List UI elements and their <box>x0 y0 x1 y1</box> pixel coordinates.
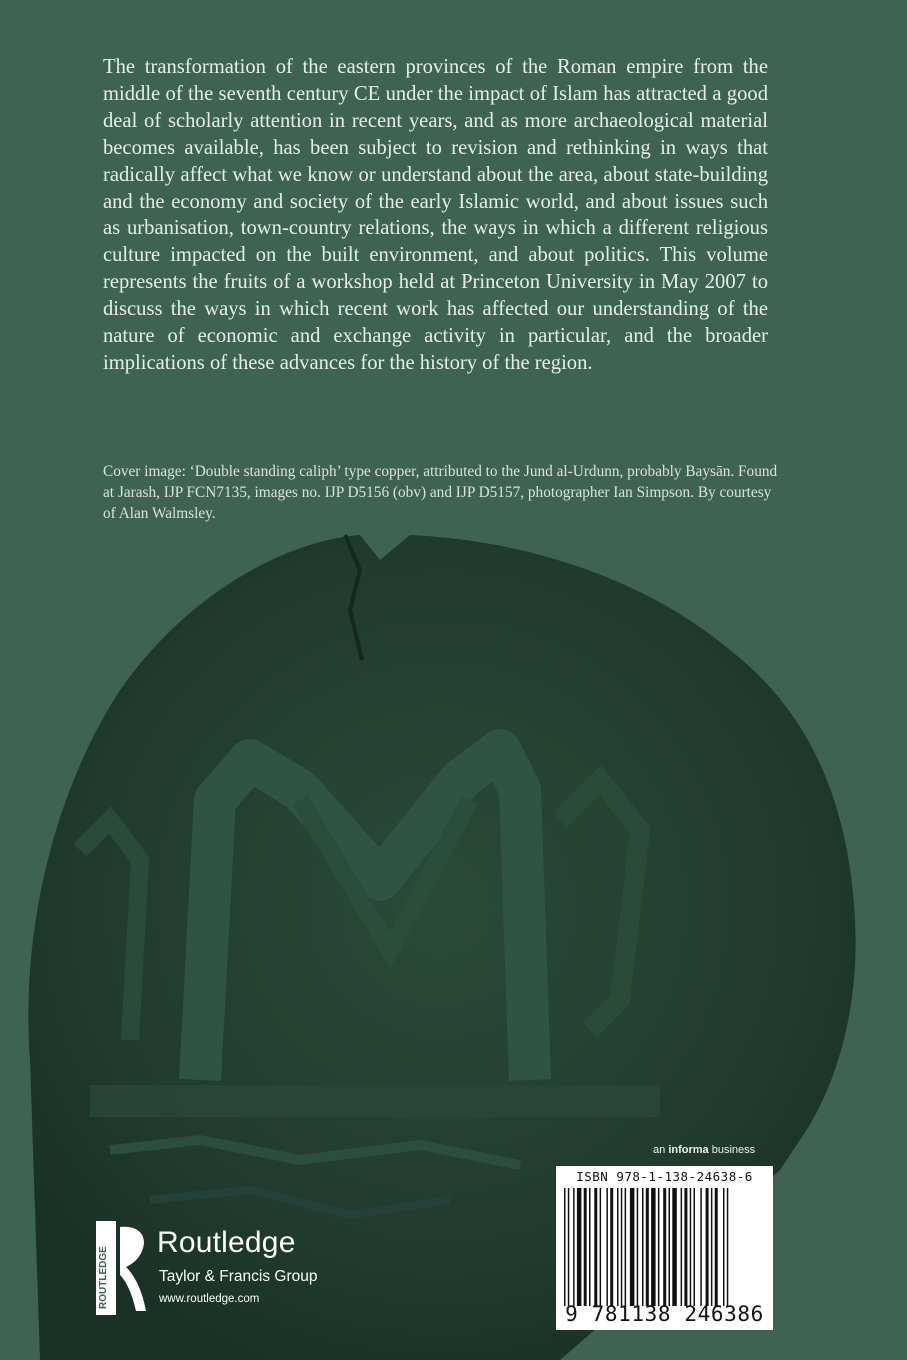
informa-brand: informa <box>668 1144 709 1156</box>
isbn-barcode <box>556 1166 773 1330</box>
barcode-digits: 9 781138 246386 <box>565 1302 764 1326</box>
publisher-group: Taylor & Francis Group <box>159 1268 318 1285</box>
publisher-name: Routledge <box>157 1226 296 1259</box>
cover-image-caption: Cover image: ‘Double standing caliph’ type copper, attributed to the Jund al-Urdunn, probably Baysān. Found at Jarash, IJP FCN7135, images no. IJP D5156 (obv) and IJP D5157, photographer Ian Simpson. By courtesy of Alan Walmsley. <box>103 463 778 522</box>
routledge-logo-icon <box>96 1221 150 1315</box>
barcode-bars <box>562 1188 767 1306</box>
informa-suffix: business <box>711 1144 756 1156</box>
blurb-text: The transformation of the eastern provinces of the Roman empire from the middle of the seventh century CE under the impact of Islam has attracted a good deal of scholarly attention in recent years, and as more archaeological material becomes available, has been subject to revision and rethinking in ways that radically affect what we know or understand about the area, about state-building and the economy and society of the early Islamic world, and about issues such as urbanisation, town-country relations, the ways in which a different religious culture impacted on the built environment, and about politics. This volume represents the fruits of a workshop held at Princeton University in May 2007 to discuss the ways in which recent work has affected our understanding of the nature of economic and exchange activity in particular, and the broader implications of these advances for the history of the region. <box>103 56 768 374</box>
informa-business-tagline <box>653 1144 755 1156</box>
isbn-label: ISBN 978-1-138-24638-6 <box>576 1169 753 1184</box>
publisher-url: www.routledge.com <box>159 1293 260 1305</box>
logo-vertical-text: ROUTLEDGE <box>98 1246 109 1309</box>
informa-prefix: an <box>653 1144 666 1156</box>
